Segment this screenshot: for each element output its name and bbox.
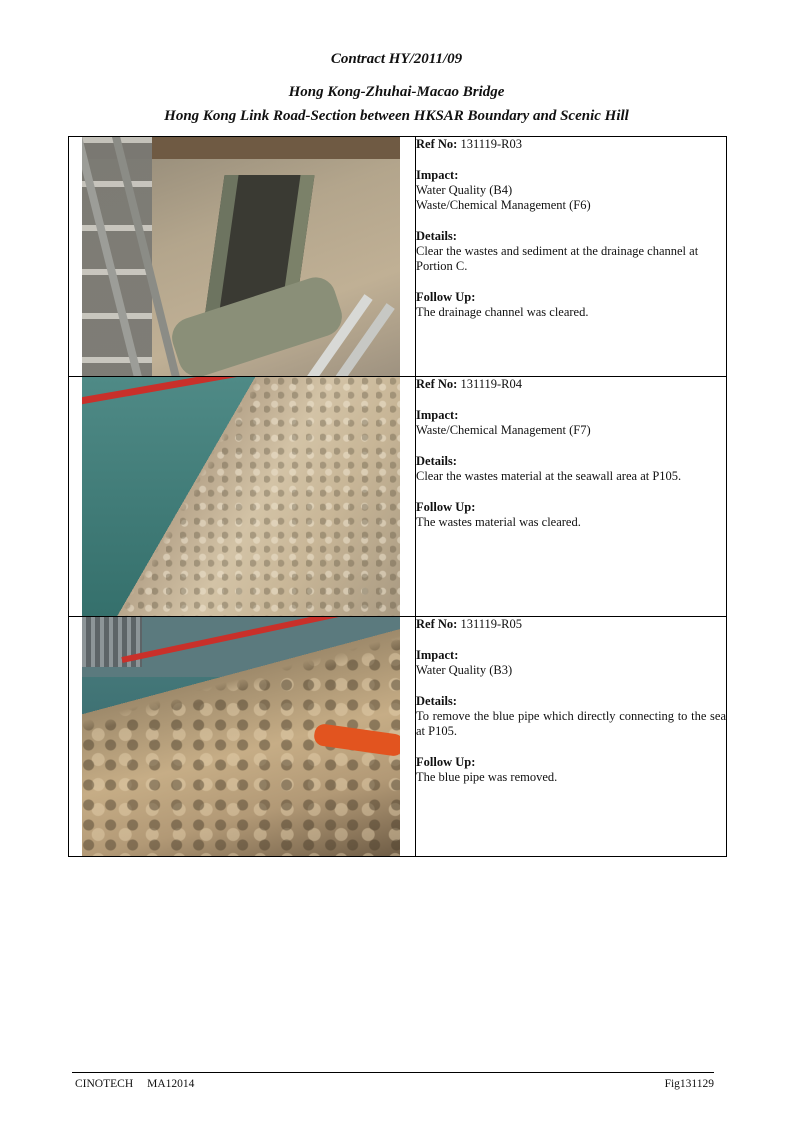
- table-row: [69, 617, 727, 857]
- ref-label: Ref No:: [416, 377, 458, 391]
- details-text: To remove the blue pipe which directly connecting to the sea at P105.: [416, 709, 726, 738]
- footer-fig: Fig131129: [664, 1078, 714, 1090]
- project-title: Hong Kong-Zhuhai-Macao Bridge: [288, 84, 505, 100]
- follow-up-label: Follow Up:: [416, 500, 476, 514]
- impact-item: Waste/Chemical Management (F7): [416, 423, 591, 437]
- ref-label: Ref No:: [416, 617, 458, 631]
- follow-up-text: The drainage channel was cleared.: [416, 305, 589, 319]
- ref-value: 131119-R04: [460, 377, 523, 391]
- impact-item: Water Quality (B4): [416, 183, 513, 197]
- photo-seawall-pipe: [82, 617, 400, 856]
- impact-label: Impact:: [416, 168, 459, 182]
- details-label: Details:: [416, 454, 457, 468]
- contract-title: Contract HY/2011/09: [330, 51, 463, 67]
- follow-up-block: [416, 290, 726, 320]
- details-text: Clear the wastes material at the seawall area at P105.: [416, 469, 682, 483]
- details-label: Details:: [416, 229, 457, 243]
- ref-value: 131119-R05: [460, 617, 523, 631]
- follow-up-label: Follow Up:: [416, 290, 476, 304]
- record-text-cell: [416, 617, 727, 857]
- photo-drainage-channel: [82, 137, 400, 376]
- ref-label: Ref No:: [416, 137, 458, 151]
- photo-seawall: [82, 377, 400, 616]
- footer-left: [75, 1078, 194, 1090]
- details-text: Clear the wastes and sediment at the drainage channel at Portion C.: [416, 244, 699, 273]
- impact-label: Impact:: [416, 408, 459, 422]
- footer-divider: [72, 1072, 714, 1073]
- table-row: [69, 377, 727, 617]
- follow-up-label: Follow Up:: [416, 755, 476, 769]
- records-table: [68, 136, 727, 857]
- ref-value: 131119-R03: [460, 137, 523, 151]
- follow-up-text: The blue pipe was removed.: [416, 770, 558, 784]
- ref-line: [416, 377, 726, 392]
- details-label: Details:: [416, 694, 457, 708]
- impact-block: [416, 408, 726, 438]
- footer-doc-code: MA12014: [147, 1078, 195, 1090]
- table-row: [69, 137, 727, 377]
- impact-block: [416, 648, 726, 678]
- follow-up-block: [416, 755, 726, 785]
- details-block: [416, 694, 726, 739]
- photo-cell: [69, 137, 416, 377]
- ref-line: [416, 137, 726, 152]
- footer-company: CINOTECH: [75, 1078, 134, 1090]
- impact-label: Impact:: [416, 648, 459, 662]
- impact-block: [416, 168, 726, 213]
- impact-item: Waste/Chemical Management (F6): [416, 198, 591, 212]
- ref-line: [416, 617, 726, 632]
- follow-up-text: The wastes material was cleared.: [416, 515, 581, 529]
- details-block: [416, 229, 726, 274]
- record-text-cell: [416, 137, 727, 377]
- details-block: [416, 454, 726, 484]
- section-title: Hong Kong Link Road-Section between HKSAR Boundary and Scenic Hill: [164, 108, 629, 124]
- photo-cell: [69, 617, 416, 857]
- record-text-cell: [416, 377, 727, 617]
- photo-cell: [69, 377, 416, 617]
- follow-up-block: [416, 500, 726, 530]
- impact-item: Water Quality (B3): [416, 663, 513, 677]
